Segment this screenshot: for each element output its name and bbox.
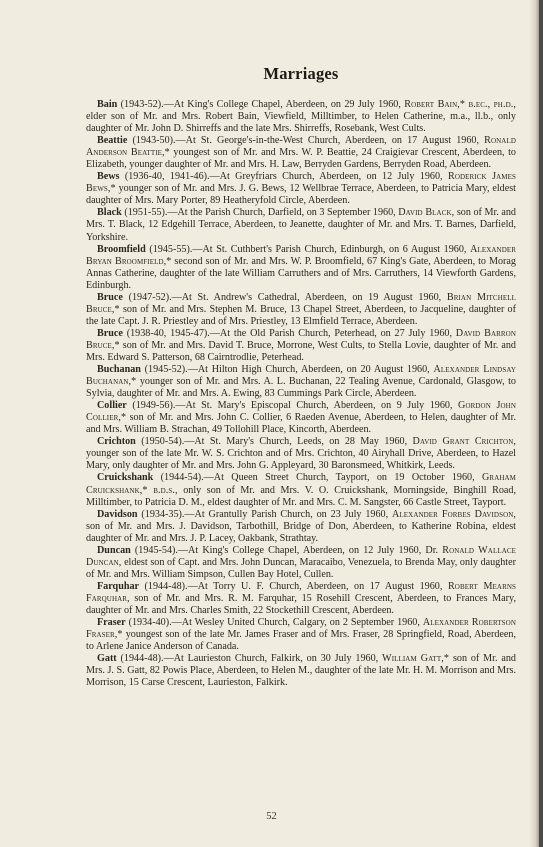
document-body xyxy=(86,64,516,689)
entry-details: youngest son of Mr. and Mrs. W. P. Beattie, 24 Craigievar Crescent, Aberdeen, to Elizabeth, younger daughter of Mr. and Mrs. H. Law, Berryden Gardens, Berryden Road, Aberdeen. xyxy=(86,147,516,171)
marriage-entry xyxy=(86,244,516,292)
entry-details: son of Mr. and Mrs. T. Black, 12 Edgehill Terrace, Aberdeen, to Jeanette, daughter of Mr. and Mrs. T. Barnes, Darfield, Yorkshire. xyxy=(86,207,516,243)
marriage-entry xyxy=(86,328,516,364)
entry-surname: Black xyxy=(97,207,122,219)
entry-surname: Crichton xyxy=(97,436,136,448)
entry-groom-name: Graham Cruickshank,* b.d.s., xyxy=(86,472,516,496)
marriage-entry xyxy=(86,545,516,581)
entry-groom-name: Alexander Forbes Davidson, xyxy=(392,508,517,520)
entry-groom-name: David Black, xyxy=(398,207,455,219)
marriage-entry xyxy=(86,135,516,171)
entry-groom-name: Robert Mearns Farquhar, xyxy=(86,580,517,604)
entry-details: (1936-40, 1941-46).—At Greyfriars Church, Aberdeen, on 12 July 1960, xyxy=(119,171,448,183)
entry-surname: Bruce xyxy=(97,327,123,339)
entry-details: son of Mr. and Mrs. R. M. Farquhar, 15 Rosehill Crescent, Aberdeen, to Frances Mary, daughter of Mr. and Mrs. Charles Smith, 22 Stockethill Crescent, Aberdeen. xyxy=(86,592,516,616)
marriage-entry xyxy=(86,292,516,328)
entry-surname: Gatt xyxy=(97,653,117,665)
entry-groom-name: David Grant Crichton, xyxy=(412,436,516,448)
entry-surname: Fraser xyxy=(97,617,126,629)
entry-details: (1943-52).—At King's College Chapel, Aberdeen, on 29 July 1960, xyxy=(117,99,405,110)
entry-groom-name: Brian Mitchell Bruce,* xyxy=(86,291,516,315)
entry-details: son of Mr. and Mrs. Stephen M. Bruce, 13 Chapel Street, Aberdeen, to Jacqueline, daughter of the late Capt. J. R. Priestley and of Mrs. Priestley, 13 Elmfield Terrace, Aberdeen. xyxy=(86,303,516,327)
marriage-entry xyxy=(86,581,516,617)
entry-details: youngest son of the late Mr. James Fraser and of Mrs. Fraser, 28 Springfield, Road, Aberdeen, to Arlene Janice Anderson of Canada. xyxy=(86,629,516,653)
entry-surname: Farquhar xyxy=(97,580,140,592)
marriage-entry xyxy=(86,617,516,653)
page-edge xyxy=(529,0,543,847)
entry-details: younger son of Mr. and Mrs. J. G. Bews, 12 Wellbrae Terrace, Aberdeen, to Patricia Mary, eldest daughter of Mrs. Mary Porter, 89 Heatheryfold Circle, Aberdeen. xyxy=(86,183,516,207)
entry-details: (1938-40, 1945-47).—At the Old Parish Church, Peterhead, on 27 July 1960, xyxy=(122,327,456,339)
entry-groom-name: William Gatt,* xyxy=(382,653,450,665)
page-title: Marriages xyxy=(263,64,339,83)
entry-details: (1944-48).—At Laurieston Church, Falkirk, on 30 July 1960, xyxy=(116,653,383,665)
entry-groom-name: Roderick James Bews,* xyxy=(86,171,516,195)
entry-groom-name: Alexander Robertson Fraser,* xyxy=(86,617,516,641)
marriage-entry xyxy=(86,472,516,508)
page-number: 52 xyxy=(266,811,277,822)
entry-groom-name: Gordon John Collier,* xyxy=(86,400,516,424)
marriage-entry xyxy=(86,653,516,689)
marriage-entry xyxy=(86,509,516,545)
entry-surname: Cruickshank xyxy=(97,472,154,484)
entry-details: (1944-54).—At Queen Street Church, Tayport, on 19 October 1960, xyxy=(153,472,483,484)
entry-details: son of Mr. and Mrs. John C. Collier, 6 Raeden Avenue, Aberdeen, to Helen, daughter of Mr. and Mrs. William B. Strachan, 49 Tollohill Place, Kincorth, Aberdeen. xyxy=(86,412,516,436)
entry-surname: Bain xyxy=(97,99,118,110)
entry-details: (1945-52).—At Hilton High Church, Aberdeen, on 20 August 1960, xyxy=(140,364,434,376)
entry-details: (1944-48).—At Torry U. F. Church, Aberdeen, on 17 August 1960, xyxy=(139,580,448,592)
entry-surname: Davidson xyxy=(97,508,138,520)
entry-details: (1951-55).—At the Parish Church, Darfield, on 3 September 1960, xyxy=(121,207,399,219)
entry-details: son of Mr. and Mrs. J. Davidson, Tarbothill, Bridge of Don, Aberdeen, to Katherine Robina, eldest daughter of Mr. and Mrs. J. P. Lacey, Oakbank, Strathtay. xyxy=(86,520,516,544)
marriage-entry xyxy=(86,171,516,207)
marriage-entry xyxy=(86,364,516,400)
entry-details: (1947-52).—At St. Andrew's Cathedral, Aberdeen, on 19 August 1960, xyxy=(122,291,447,303)
entry-details: (1945-54).—At King's College Chapel, Aberdeen, on 12 July 1960, Dr. xyxy=(130,544,443,556)
entry-groom-name: Alexander Bryan Broomfield,* xyxy=(86,243,516,267)
entry-details: eldest son of Capt. and Mrs. John Duncan, Maracaibo, Venezuela, to Brenda May, only daughter of Mr. and Mrs. William Simpson, Cullen Bay Hotel, Cullen. xyxy=(86,556,516,580)
entry-details: son of Mr. and Mrs. David T. Bruce, Morrone, West Cults, to Stella Lovie, daughter of Mr. and Mrs. Edward S. Patterson, 68 Cairntrodlie, Peterhead. xyxy=(86,339,516,363)
marriage-entry xyxy=(86,400,516,436)
entry-surname: Bews xyxy=(97,171,120,183)
entry-groom-name: Ronald Anderson Beattie,* xyxy=(86,135,516,159)
entry-surname: Beattie xyxy=(97,135,128,147)
entry-details: second son of Mr. and Mrs. W. P. Broomfield, 67 King's Gate, Aberdeen, to Morag Annas Catherine, daughter of the late William Carruthers and of Mrs. Carruthers, 14 Viewforth Gardens, Edinburgh. xyxy=(86,255,516,291)
entry-details: (1934-40).—At Wesley United Church, Calgary, on 2 September 1960, xyxy=(125,617,423,629)
entry-groom-name: Alexander Lindsay Buchanan,* xyxy=(86,364,516,388)
entry-details: (1950-54).—At St. Mary's Church, Leeds, on 28 May 1960, xyxy=(135,436,413,448)
entry-surname: Buchanan xyxy=(97,364,141,376)
entry-surname: Duncan xyxy=(97,544,131,556)
entry-details: son of Mr. and Mrs. J. S. Gatt, 82 Powis Place, Aberdeen, to Helen M., daughter of the late Mr. H. M. Morrison and Mrs. Morrison, 15 Carse Crescent, Laurieston, Falkirk. xyxy=(86,653,516,689)
entry-groom-name: David Barron Bruce,* xyxy=(86,327,516,351)
entry-details: (1945-55).—At St. Cuthbert's Parish Church, Edinburgh, on 6 August 1960, xyxy=(145,243,471,255)
marriage-entry xyxy=(86,99,516,135)
marriage-entry xyxy=(86,436,516,472)
entry-details: younger son of the late Mr. W. S. Crichton and of Mrs. Crichton, 40 Airyhall Drive, Aberdeen, to Hazel Mary, only daughter of Mr. and Mrs. John G. Appleyard, 30 Baronsmeed, Whitkirk, Leeds. xyxy=(86,448,516,472)
entry-groom-name: Ronald Wallace Duncan, xyxy=(86,544,516,568)
entry-details: elder son of Mr. and Mrs. Robert Bain, Viewfield, Milltimber, to Helen Catherine, m.a., ll.b., only daughter of Mr. John D. Shirreffs and the late Mrs. Shirreffs, Rosebank, West Cults. xyxy=(86,111,516,135)
entry-details: (1934-35).—At Grantully Parish Church, on 23 July 1960, xyxy=(137,508,392,520)
entry-details: only son of Mr. and Mrs. V. O. Cruickshank, Morningside, Binghill Road, Milltimber, to Patricia D. M., eldest daughter of Mr. and Mrs. C. M. Sangster, 66 Castle Street, Tayport. xyxy=(86,484,516,508)
entry-surname: Broomfield xyxy=(97,243,146,255)
entry-surname: Collier xyxy=(97,400,127,412)
marriage-entry xyxy=(86,207,516,243)
entry-groom-name: Robert Bain,* b.ec., ph.d., xyxy=(404,99,516,110)
entry-surname: Bruce xyxy=(97,291,123,303)
entry-details: (1943-50).—At St. George's-in-the-West Church, Aberdeen, on 17 August 1960, xyxy=(127,135,485,147)
marriage-list xyxy=(86,99,516,689)
entry-details: (1949-56).—At St. Mary's Episcopal Church, Aberdeen, on 9 July 1960, xyxy=(126,400,459,412)
entry-details: younger son of Mr. and Mrs. A. L. Buchanan, 22 Tealing Avenue, Cardonald, Glasgow, to Sylvia, daughter of Mr. and Mrs. A. Ewing, 83 Cummings Park Circle, Aberdeen. xyxy=(86,376,516,400)
